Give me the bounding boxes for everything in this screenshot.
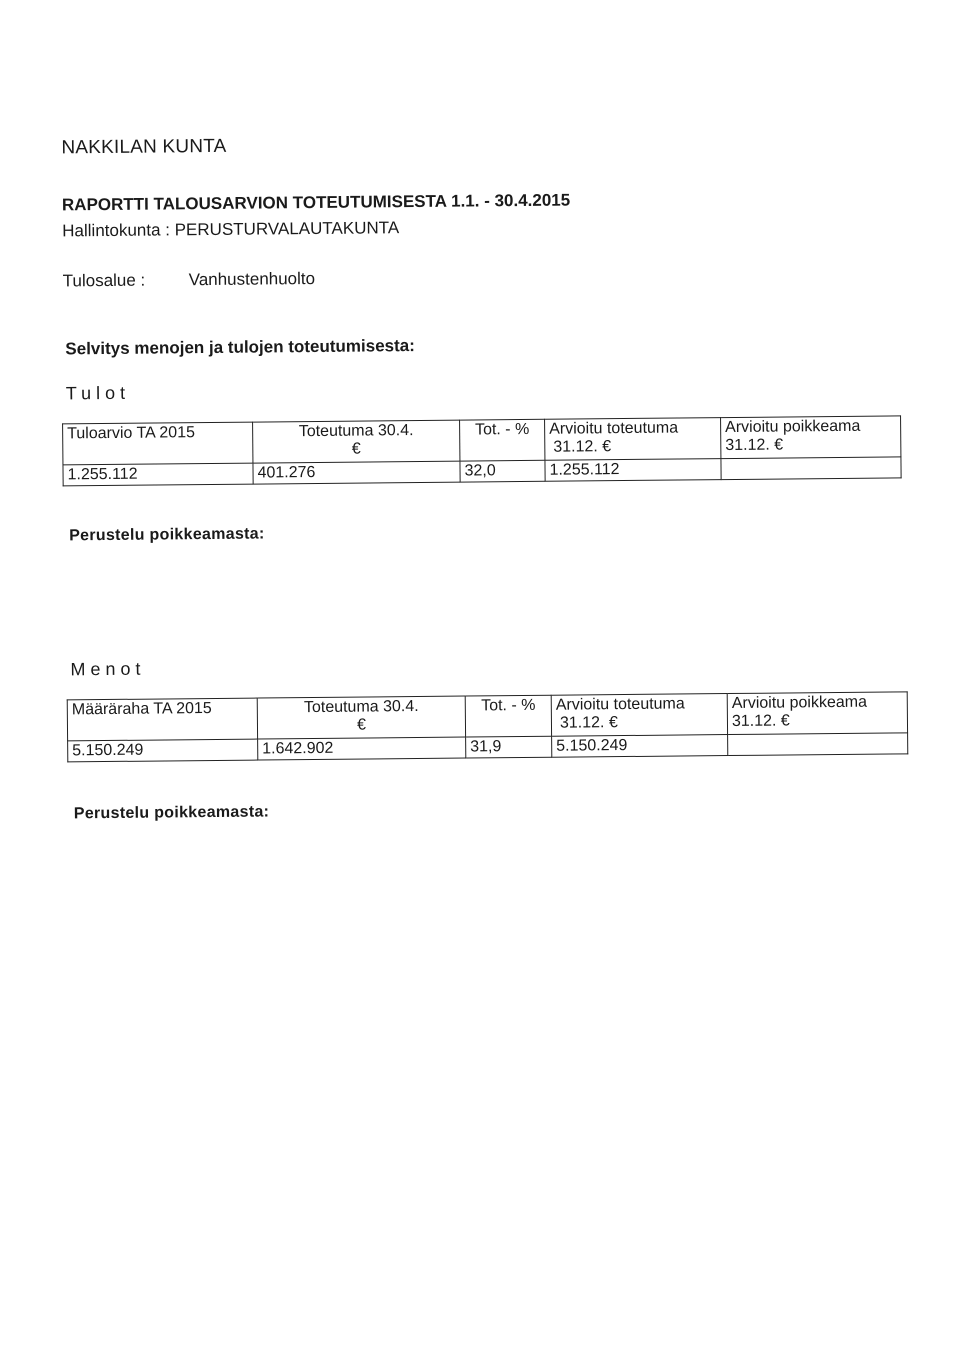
table-cell: 5.150.249 [68,739,258,762]
table-cell [721,457,901,480]
tulot-heading: Tulot [65,382,131,404]
table-cell: 401.276 [253,461,460,484]
header-cell: Arvioitu poikkeama 31.12. € [721,416,901,459]
table-cell: 1.642.902 [258,737,466,760]
sector-label: Tulosalue : [62,270,146,291]
municipality-name: NAKKILAN KUNTA [61,135,227,159]
tulot-perustelu: Perustelu poikkeamasta: [69,525,265,545]
report-title: RAPORTTI TALOUSARVION TOTEUTUMISESTA 1.1. - 30.4.2015 [61,190,571,215]
table-cell [728,733,908,756]
menot-heading: Menot [70,658,146,680]
header-cell: Arvioitu toteutuma 31.12. € [551,694,727,737]
header-cell: Tot. - % [460,419,545,461]
header-cell: Tuloarvio TA 2015 [63,422,253,465]
table-cell: 5.150.249 [552,735,728,758]
header-cell: Arvioitu toteutuma 31.12. € [545,418,721,461]
header-cell: Tot. - % [465,695,551,737]
menot-table [67,691,909,762]
table-cell: 32,0 [460,460,545,482]
header-cell: Toteutuma 30.4. € [253,420,460,463]
table-cell: 1.255.112 [545,459,721,482]
table-cell: 31,9 [466,736,552,758]
header-cell: Määräraha TA 2015 [67,698,257,741]
header-cell: Toteutuma 30.4. € [257,696,465,739]
header-cell: Arvioitu poikkeama 31.12. € [727,692,907,735]
selvitys-heading: Selvitys menojen ja tulojen toteutumisesta: [65,336,415,359]
menot-perustelu: Perustelu poikkeamasta: [73,803,270,823]
admin-unit: Hallintokunta : PERUSTURVALAUTAKUNTA [62,218,400,241]
tulot-table [62,415,902,486]
table-cell: 1.255.112 [63,463,253,486]
sector-value: Vanhustenhuolto [188,268,316,290]
